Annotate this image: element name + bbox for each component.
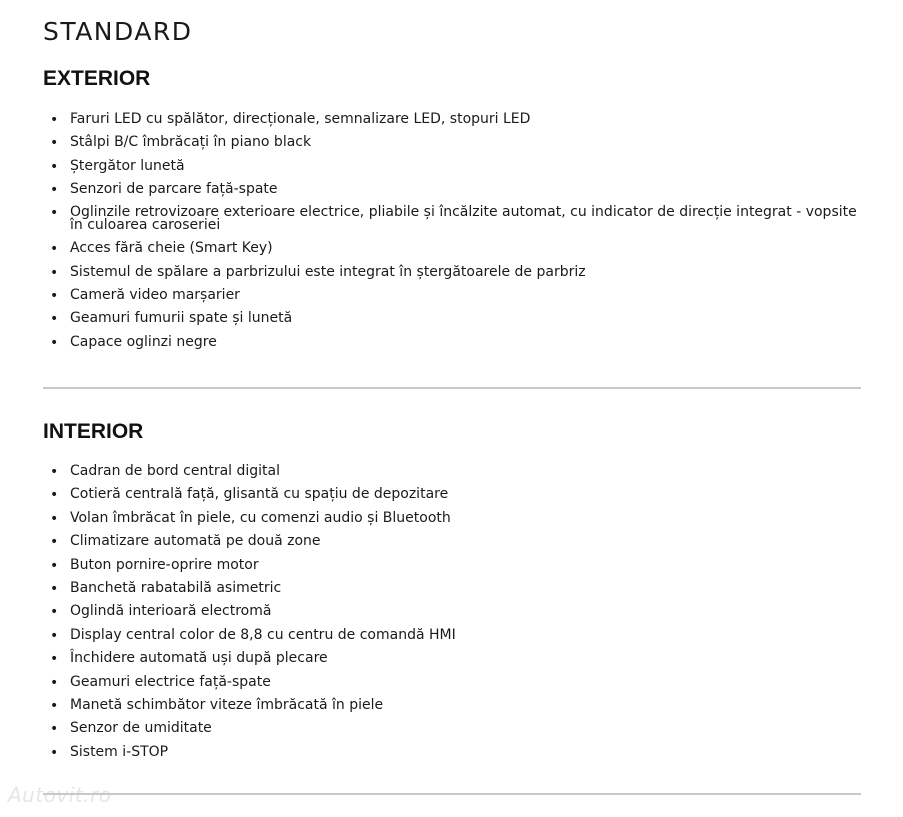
bullet-icon: • xyxy=(50,464,59,480)
list-item xyxy=(44,533,864,551)
list-item-text: Sistem i-STOP xyxy=(70,743,169,760)
section-divider xyxy=(43,793,861,795)
watermark-logo: Autovit.ro xyxy=(8,783,112,807)
list-item xyxy=(44,581,864,595)
list-item-text: Manetă schimbător viteze îmbrăcată în piele xyxy=(70,696,384,713)
bullet-icon: • xyxy=(50,487,59,504)
bullet-icon: • xyxy=(50,627,59,644)
list-item-text: Ștergător lunetă xyxy=(70,157,185,174)
list-item-text: Capace oglinzi negre xyxy=(70,333,217,350)
bullet-icon: • xyxy=(50,604,59,621)
list-item xyxy=(44,720,864,738)
list-item xyxy=(44,603,864,621)
list-item-text: Senzor de umiditate xyxy=(70,720,212,737)
bullet-icon: • xyxy=(50,580,59,597)
bullet-icon: • xyxy=(50,241,59,258)
bullet-icon: • xyxy=(50,651,59,668)
list-item xyxy=(44,628,864,642)
list-item-text: Geamuri fumurii spate și lunetă xyxy=(70,310,293,327)
list-item-text: Acces fără cheie (Smart Key) xyxy=(70,240,273,257)
exterior-feature-list xyxy=(44,112,864,358)
list-item xyxy=(44,464,864,478)
list-item-text: Buton pornire-oprire motor xyxy=(70,556,259,573)
list-item xyxy=(44,159,864,173)
list-item-text: Cameră video marșarier xyxy=(70,287,240,304)
page-title: STANDARD xyxy=(43,17,193,46)
bullet-icon: • xyxy=(50,557,59,574)
list-item-text: Volan îmbrăcat în piele, cu comenzi audio și Bluetooth xyxy=(70,509,451,526)
list-item xyxy=(44,675,864,689)
bullet-icon: • xyxy=(50,721,59,738)
bullet-icon: • xyxy=(50,181,59,198)
list-item-text: Climatizare automată pe două zone xyxy=(70,533,321,550)
bullet-icon: • xyxy=(50,158,59,175)
list-item xyxy=(44,310,864,328)
bullet-icon: • xyxy=(50,135,59,152)
list-item-text: Banchetă rabatabilă asimetric xyxy=(70,579,282,596)
bullet-icon: • xyxy=(50,288,59,305)
bullet-icon: • xyxy=(50,264,59,281)
list-item-text: Oglindă interioară electromă xyxy=(70,603,272,620)
list-item xyxy=(44,240,864,258)
list-item-text: Senzori de parcare față-spate xyxy=(70,180,278,197)
list-item-text: Oglinzile retrovizoare exterioare electrice, pliabile și încălzite automat, cu indicator de direcție integrat - vopsite în culoarea caroseriei xyxy=(70,204,857,234)
bullet-icon: • xyxy=(50,510,59,527)
interior-heading: INTERIOR xyxy=(43,420,144,443)
list-item-text: Cotieră centrală față, glisantă cu spațiu de depozitare xyxy=(70,486,449,503)
section-divider xyxy=(43,387,861,389)
list-item xyxy=(44,650,864,668)
list-item-text: Display central color de 8,8 cu centru de comandă HMI xyxy=(70,626,456,643)
list-item xyxy=(44,287,864,305)
list-item xyxy=(44,511,864,525)
list-item xyxy=(44,112,864,126)
list-item xyxy=(44,182,864,196)
list-item-text: Cadran de bord central digital xyxy=(70,463,281,479)
bullet-icon: • xyxy=(50,697,59,714)
list-item xyxy=(44,265,864,279)
list-item-text: Geamuri electrice față-spate xyxy=(70,673,271,690)
interior-feature-list xyxy=(44,464,864,768)
bullet-icon: • xyxy=(50,744,59,761)
bullet-icon: • xyxy=(50,674,59,691)
list-item xyxy=(44,134,864,152)
list-item-text: Închidere automată uși după plecare xyxy=(70,650,328,667)
exterior-heading: EXTERIOR xyxy=(43,67,151,90)
list-item-text: Stâlpi B/C îmbrăcați în piano black xyxy=(70,134,312,151)
list-item xyxy=(44,745,864,759)
list-item xyxy=(44,486,864,504)
list-item xyxy=(44,205,864,232)
bullet-icon: • xyxy=(50,311,59,328)
list-item-text: Sistemul de spălare a parbrizului este integrat în ștergătoarele de parbriz xyxy=(70,263,586,280)
bullet-icon: • xyxy=(50,534,59,551)
bullet-icon: • xyxy=(50,205,59,222)
list-item xyxy=(44,335,864,349)
list-item-text: Faruri LED cu spălător, direcționale, semnalizare LED, stopuri LED xyxy=(70,111,531,127)
list-item xyxy=(44,558,864,572)
bullet-icon: • xyxy=(50,334,59,351)
bullet-icon: • xyxy=(50,112,59,128)
list-item xyxy=(44,698,864,712)
